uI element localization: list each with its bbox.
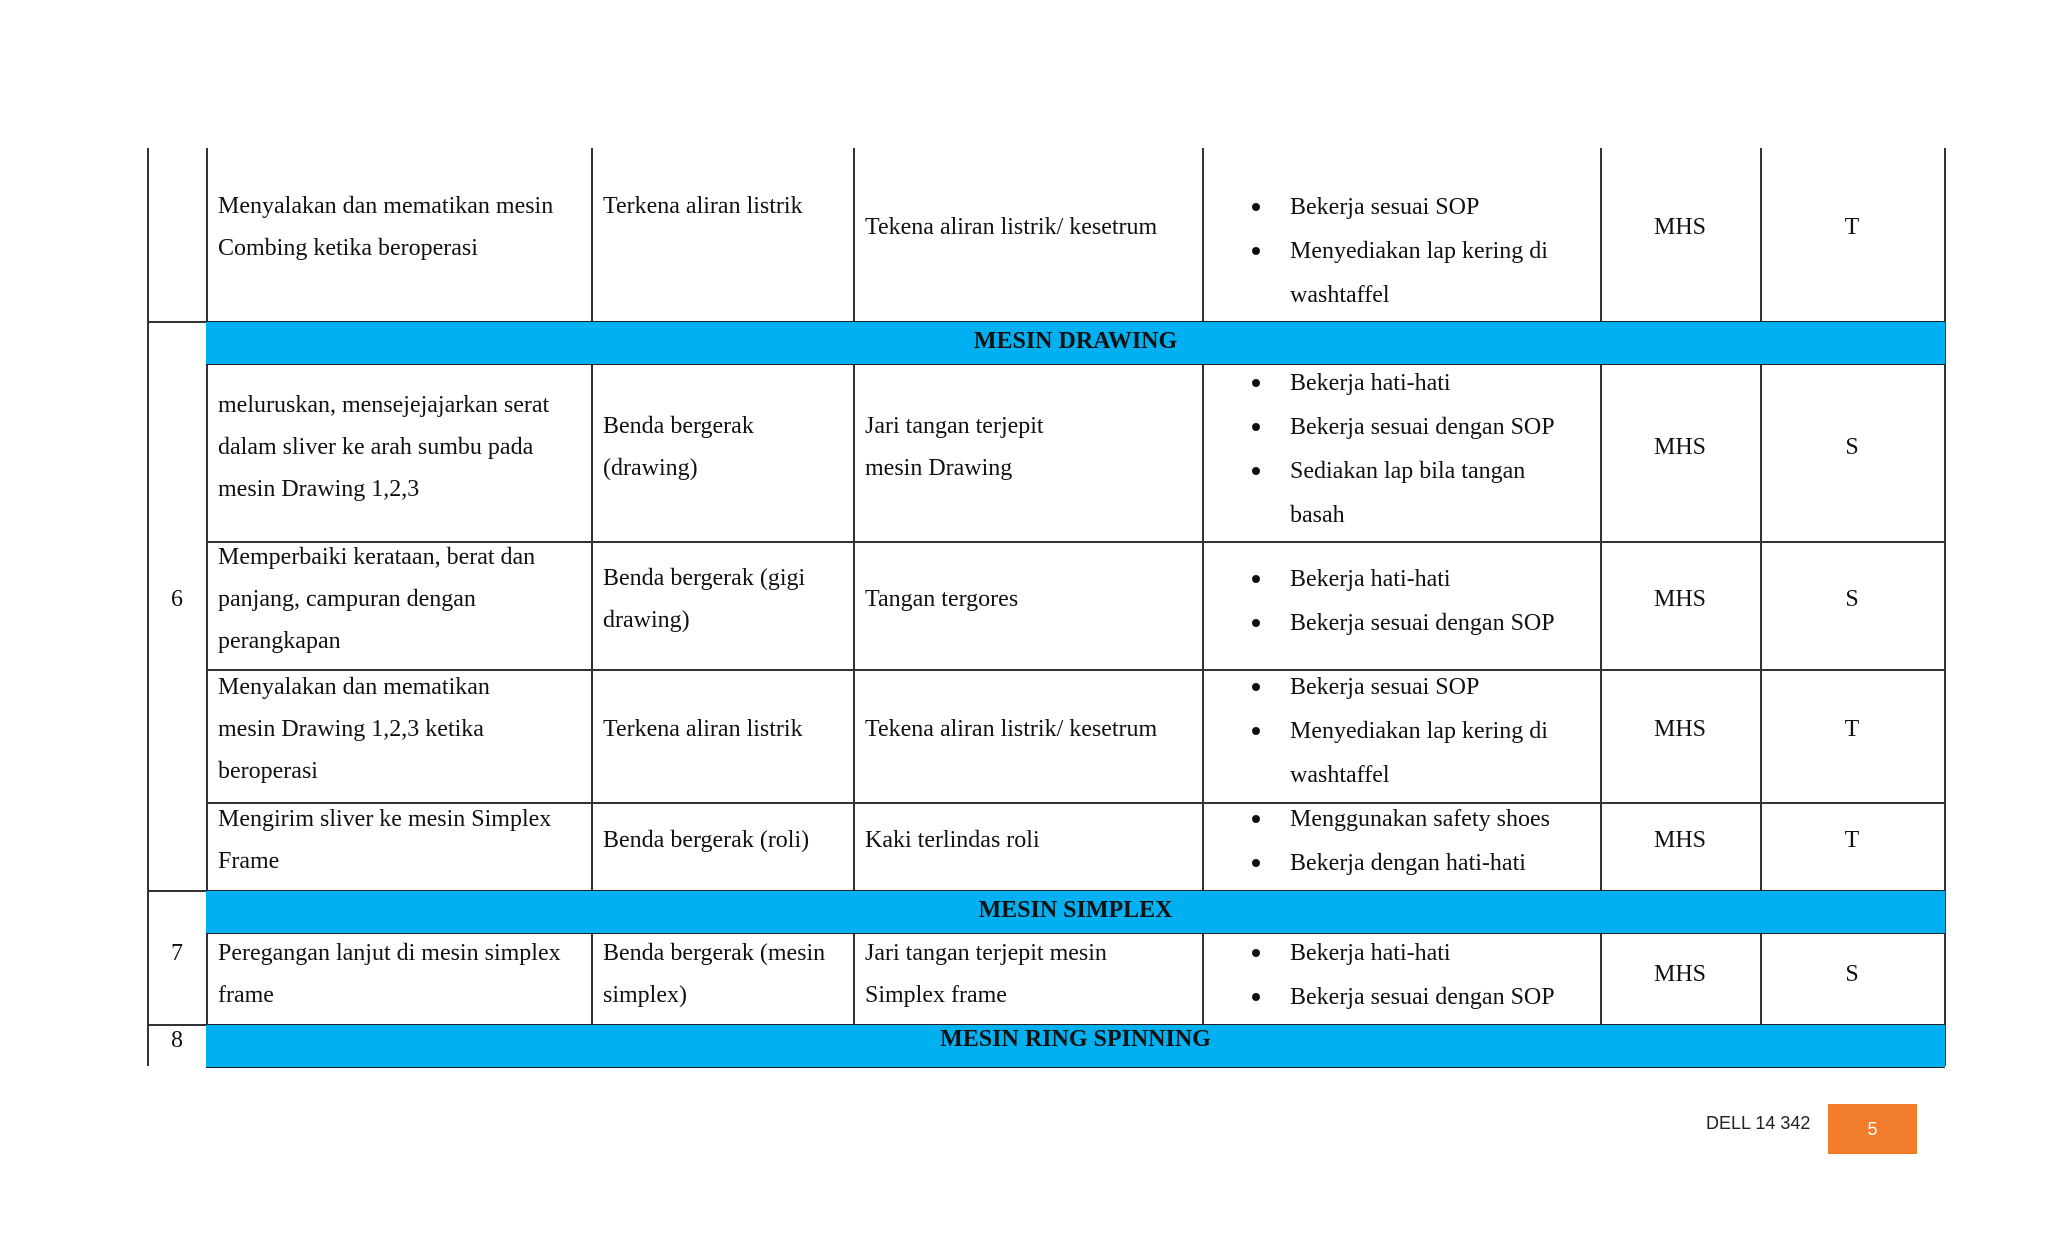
footer-label: DELL 14 342 — [1706, 1113, 1811, 1133]
control-item: Bekerja sesuai dengan SOP — [1252, 601, 1555, 645]
control-item: Menggunakan safety shoes — [1252, 797, 1550, 841]
hazard-text: Benda bergerak (mesin — [603, 940, 826, 966]
control-item: Bekerja hati-hati — [1252, 931, 1555, 975]
risk-text: Jari tangan terjepit mesin — [865, 940, 1107, 966]
grid-line — [206, 364, 208, 891]
pic-cell: MHS — [1653, 716, 1707, 742]
control-list — [1252, 361, 1555, 493]
activity-text: Frame — [218, 848, 280, 874]
risk-text: Tekena aliran listrik/ kesetrum — [865, 214, 1158, 240]
activity-text: meluruskan, mensejejajarkan serat — [218, 392, 550, 418]
level-cell: S — [1845, 586, 1859, 612]
level-cell: T — [1844, 827, 1860, 853]
hazard-text: (drawing) — [603, 455, 698, 481]
grid-line — [591, 364, 593, 891]
control-continuation: washtaffel — [1290, 762, 1390, 788]
control-item: Menyediakan lap kering di — [1252, 229, 1548, 273]
control-list — [1252, 665, 1548, 753]
hazard-text: Benda bergerak (roli) — [603, 827, 810, 853]
activity-text: beroperasi — [218, 758, 318, 784]
section-title: MESIN SIMPLEX — [978, 897, 1173, 923]
section-title: MESIN DRAWING — [973, 328, 1178, 354]
risk-text: Kaki terlindas roli — [865, 827, 1040, 853]
grid-line — [591, 934, 593, 1024]
section-title: MESIN RING SPINNING — [940, 1026, 1211, 1052]
grid-line — [147, 321, 207, 323]
pic-cell: MHS — [1653, 827, 1707, 853]
grid-line — [853, 934, 855, 1024]
level-cell: S — [1845, 961, 1859, 987]
level-cell: T — [1844, 214, 1860, 240]
risk-text: mesin Drawing — [865, 455, 1013, 481]
control-item: Sediakan lap bila tangan — [1252, 449, 1555, 493]
control-item: Bekerja dengan hati-hati — [1252, 841, 1550, 885]
control-item: Bekerja hati-hati — [1252, 361, 1555, 405]
activity-text: Memperbaiki kerataan, berat dan — [218, 544, 536, 570]
control-item: Bekerja sesuai dengan SOP — [1252, 405, 1555, 449]
grid-line — [591, 148, 593, 322]
hazard-text: Benda bergerak (gigi — [603, 565, 806, 591]
activity-text: mesin Drawing 1,2,3 ketika — [218, 716, 484, 742]
activity-text: Mengirim sliver ke mesin Simplex — [218, 806, 552, 832]
page-number: 5 — [1828, 1104, 1917, 1154]
activity-text: panjang, campuran dengan — [218, 586, 476, 612]
pic-cell: MHS — [1653, 961, 1707, 987]
control-list — [1252, 797, 1550, 885]
level-cell: S — [1845, 434, 1859, 460]
hazard-text: Terkena aliran listrik — [603, 716, 803, 742]
section-number: 6 — [171, 586, 183, 612]
activity-text: frame — [218, 982, 274, 1008]
control-list — [1252, 185, 1548, 273]
risk-text: Jari tangan terjepit — [865, 413, 1044, 439]
control-item: Bekerja sesuai dengan SOP — [1252, 975, 1555, 1019]
risk-text: Tangan tergores — [865, 586, 1019, 612]
activity-text: dalam sliver ke arah sumbu pada — [218, 434, 534, 460]
activity-text: Menyalakan dan mematikan — [218, 674, 490, 700]
pic-cell: MHS — [1653, 586, 1707, 612]
grid-line — [1202, 148, 1204, 322]
control-item: Bekerja sesuai SOP — [1252, 665, 1548, 709]
activity-text: mesin Drawing 1,2,3 — [218, 476, 420, 502]
grid-line — [1202, 934, 1204, 1024]
grid-line — [147, 890, 207, 892]
grid-line — [206, 148, 208, 322]
control-continuation: basah — [1290, 502, 1345, 528]
hazard-text: Terkena aliran listrik — [603, 193, 803, 219]
control-continuation: washtaffel — [1290, 282, 1390, 308]
grid-line — [853, 148, 855, 322]
hazard-text: Benda bergerak — [603, 413, 754, 439]
control-item: Bekerja hati-hati — [1252, 557, 1555, 601]
hazard-text: simplex) — [603, 982, 687, 1008]
activity-text: Combing ketika beroperasi — [218, 235, 478, 261]
pic-cell: MHS — [1653, 434, 1707, 460]
section-number: 8 — [171, 1027, 183, 1053]
control-item: Bekerja sesuai SOP — [1252, 185, 1548, 229]
level-cell: T — [1844, 716, 1860, 742]
grid-line — [853, 364, 855, 891]
grid-line — [1202, 364, 1204, 891]
control-item: Menyediakan lap kering di — [1252, 709, 1548, 753]
section-number: 7 — [171, 940, 183, 966]
activity-text: perangkapan — [218, 628, 341, 654]
control-list — [1252, 931, 1555, 1019]
hazard-text: drawing) — [603, 607, 690, 633]
risk-text: Simplex frame — [865, 982, 1007, 1008]
pic-cell: MHS — [1653, 214, 1707, 240]
risk-text: Tekena aliran listrik/ kesetrum — [865, 716, 1158, 742]
activity-text: Peregangan lanjut di mesin simplex — [218, 940, 561, 966]
activity-text: Menyalakan dan mematikan mesin — [218, 193, 554, 219]
control-list — [1252, 557, 1555, 645]
